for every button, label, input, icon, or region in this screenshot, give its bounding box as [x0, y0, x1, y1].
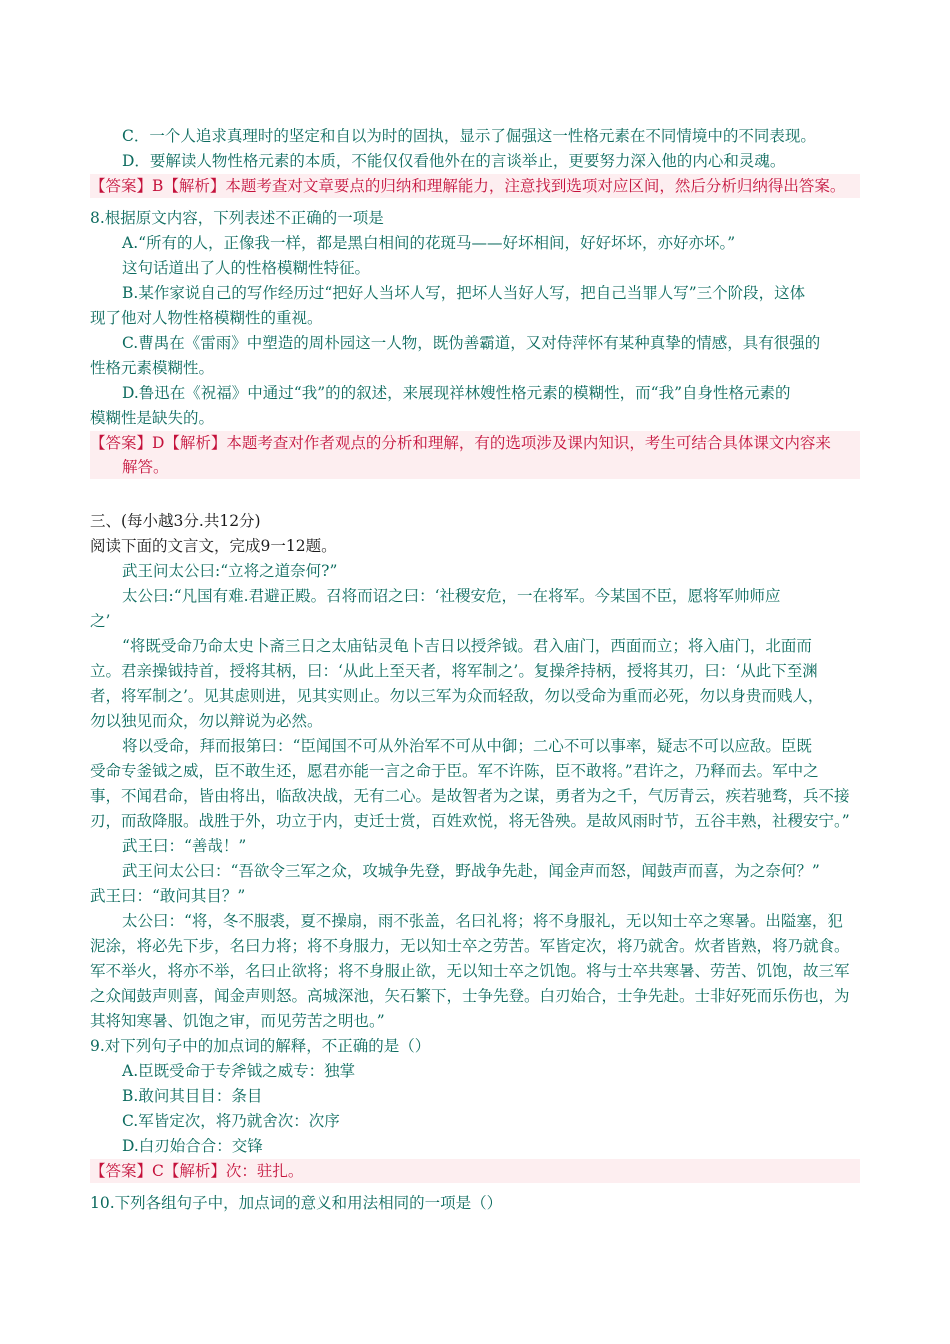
- passage-line: 之众闻鼓声则喜，闻金声则怒。高城深池，矢石繁下，士争先登。白刃始合，士争先赴。士非好死而乐伤也，为: [90, 987, 850, 1005]
- q8-option-a-line1: A.“所有的人，正像我一样，都是黑白相间的花斑马——好坏相间，好好坏坏，亦好亦坏。”: [122, 234, 736, 252]
- passage-line: 军不举火，将亦不举，名曰止欲将；将不身服止欲，无以知士卒之饥饱。将与士卒共寒暑、劳苦、饥饱，故三军: [90, 962, 850, 980]
- q9-option-d: D.白刃始合合：交锋: [122, 1137, 263, 1155]
- passage-line: 受命专釜钺之威，臣不敢生还，愿君亦能一言之命于臣。军不许陈，臣不敢将。”君许之，乃释而去。军中之: [90, 762, 819, 780]
- passage-line: 者，将军制之’。见其虑则进，见其实则止。勿以三军为众而轻敌，勿以受命为重而必死，勿以身贵而贱人，: [90, 687, 824, 705]
- q9-option-c: C.军皆定次，将乃就舍次：次序: [122, 1112, 340, 1130]
- q8-answer-block: [90, 431, 860, 479]
- q8-option-b-line1: B.某作家说自己的写作经历过“把好人当坏人写，把坏人当好人写，把自己当罪人写”三个阶段，这体: [122, 284, 806, 302]
- q10-stem: 10.下列各组句子中，加点词的意义和用法相同的一项是（）: [90, 1194, 503, 1212]
- passage-line: 武王曰：“敢问其目？”: [90, 887, 246, 905]
- section-heading: 三、(每小越3分.共12分): [90, 512, 261, 530]
- section-instruction: 阅读下面的文言文，完成9一12题。: [90, 537, 337, 555]
- classical-passage: [90, 559, 860, 1034]
- q8-option-a-line2: 这句话道出了人的性格模糊性特征。: [122, 259, 371, 277]
- passage-line: 将以受命，拜而报第曰：“臣闻国不可从外治军不可从中御；二心不可以事率，疑志不可以应敌。臣既: [122, 737, 812, 755]
- q8-option-b-line2: 现了他对人物性格模糊性的重视。: [90, 309, 323, 327]
- passage-line: 之’: [90, 612, 111, 630]
- q8-option-c-line1: C.曹禺在《雷雨》中塑造的周朴园这一人物，既伪善霸道，又对侍萍怀有某种真挚的情感，具有很强的: [122, 334, 821, 352]
- passage-line: 立。君亲操钺持首，授将其柄，曰：‘从此上至天者，将军制之’。复操斧持柄，授将其刃，曰：‘从此下至渊: [90, 662, 818, 680]
- q8-option-d-line2: 模糊性是缺失的。: [90, 409, 215, 427]
- passage-line: 刃，而敌降服。战胜于外，功立于内，吏迁士赏，百姓欢悦，将无咎殃。是故风雨时节，五谷丰熟，社稷安宁。”: [90, 812, 850, 830]
- passage-line: 武王问太公曰：“吾欲令三军之众，攻城争先登，野战争先赴，闻金声而怒，闻鼓声而喜，为之奈何？”: [122, 862, 820, 880]
- passage-line: 太公曰：“将，冬不服裘，夏不操扇，雨不张盖，名曰礼将；将不身服礼，无以知士卒之寒暑。出隘塞，犯: [122, 912, 843, 930]
- q8-option-c-line2: 性格元素模糊性。: [90, 359, 215, 377]
- passage-line: 武王曰：“善哉！”: [122, 837, 247, 855]
- q9-answer-block: [90, 1159, 860, 1183]
- q7-answer-text: 【答案】B【解析】本题考查对文章要点的归纳和理解能力，注意找到选项对应区间，然后分析归纳得出答案。: [90, 177, 846, 195]
- q7-option-d: D．要解读人物性格元素的本质，不能仅仅看他外在的言谈举止，更要努力深入他的内心和灵魂。: [122, 152, 786, 170]
- q8-option-d-line1: D.鲁迅在《祝福》中通过“我”的的叙述，来展现祥林嫂性格元素的模糊性，而“我”自身性格元素的: [122, 384, 791, 402]
- passage-line: 事，不闻君命，皆由将出，临敌决战，无有二心。是故智者为之谋，勇者为之千，气厉青云，疾若驰骛，兵不接: [90, 787, 850, 805]
- q9-answer-text: 【答案】C【解析】次：驻扎。: [90, 1162, 304, 1180]
- q9-option-a: A.臣既受命于专斧钺之威专：独掌: [122, 1062, 356, 1080]
- q8-stem: 8.根据原文内容，下列表述不正确的一项是: [90, 209, 384, 227]
- q9-option-b: B.敢问其目目：条目: [122, 1087, 263, 1105]
- passage-line: 其将知寒暑、饥饱之审，而见劳苦之明也。”: [90, 1012, 385, 1030]
- passage-line: 泥涂，将必先下步，名曰力将；将不身服力，无以知士卒之劳苦。军皆定次，将乃就舍。炊者皆熟，将乃就食。: [90, 937, 850, 955]
- document-page: [90, 124, 860, 1216]
- q8-answer-line2: 解答。: [122, 458, 169, 476]
- passage-line: 太公曰:“凡国有难.君避正殿。召将而诏之曰：‘社稷安危，一在将军。今某国不臣，愿将军帅师应: [122, 587, 781, 605]
- q9-stem: 9.对下列句子中的加点词的解释，不正确的是（）: [90, 1037, 431, 1055]
- passage-line: 武王问太公曰:“立将之道奈何?”: [122, 562, 338, 580]
- passage-line: 勿以独见而众，勿以辩说为必然。: [90, 712, 323, 730]
- q7-answer-block: [90, 174, 860, 198]
- q8-answer-line1: 【答案】D【解析】本题考查对作者观点的分析和理解，有的选项涉及课内知识，考生可结合具体课文内容来: [90, 434, 831, 452]
- passage-line: “将既受命乃命太史卜斋三日之太庙钻灵龟卜吉日以授斧钺。君入庙门，西面而立；将入庙门，北面而: [122, 637, 812, 655]
- q7-option-c: C．一个人追求真理时的坚定和自以为时的固执，显示了倔强这一性格元素在不同情境中的不同表现。: [122, 127, 816, 145]
